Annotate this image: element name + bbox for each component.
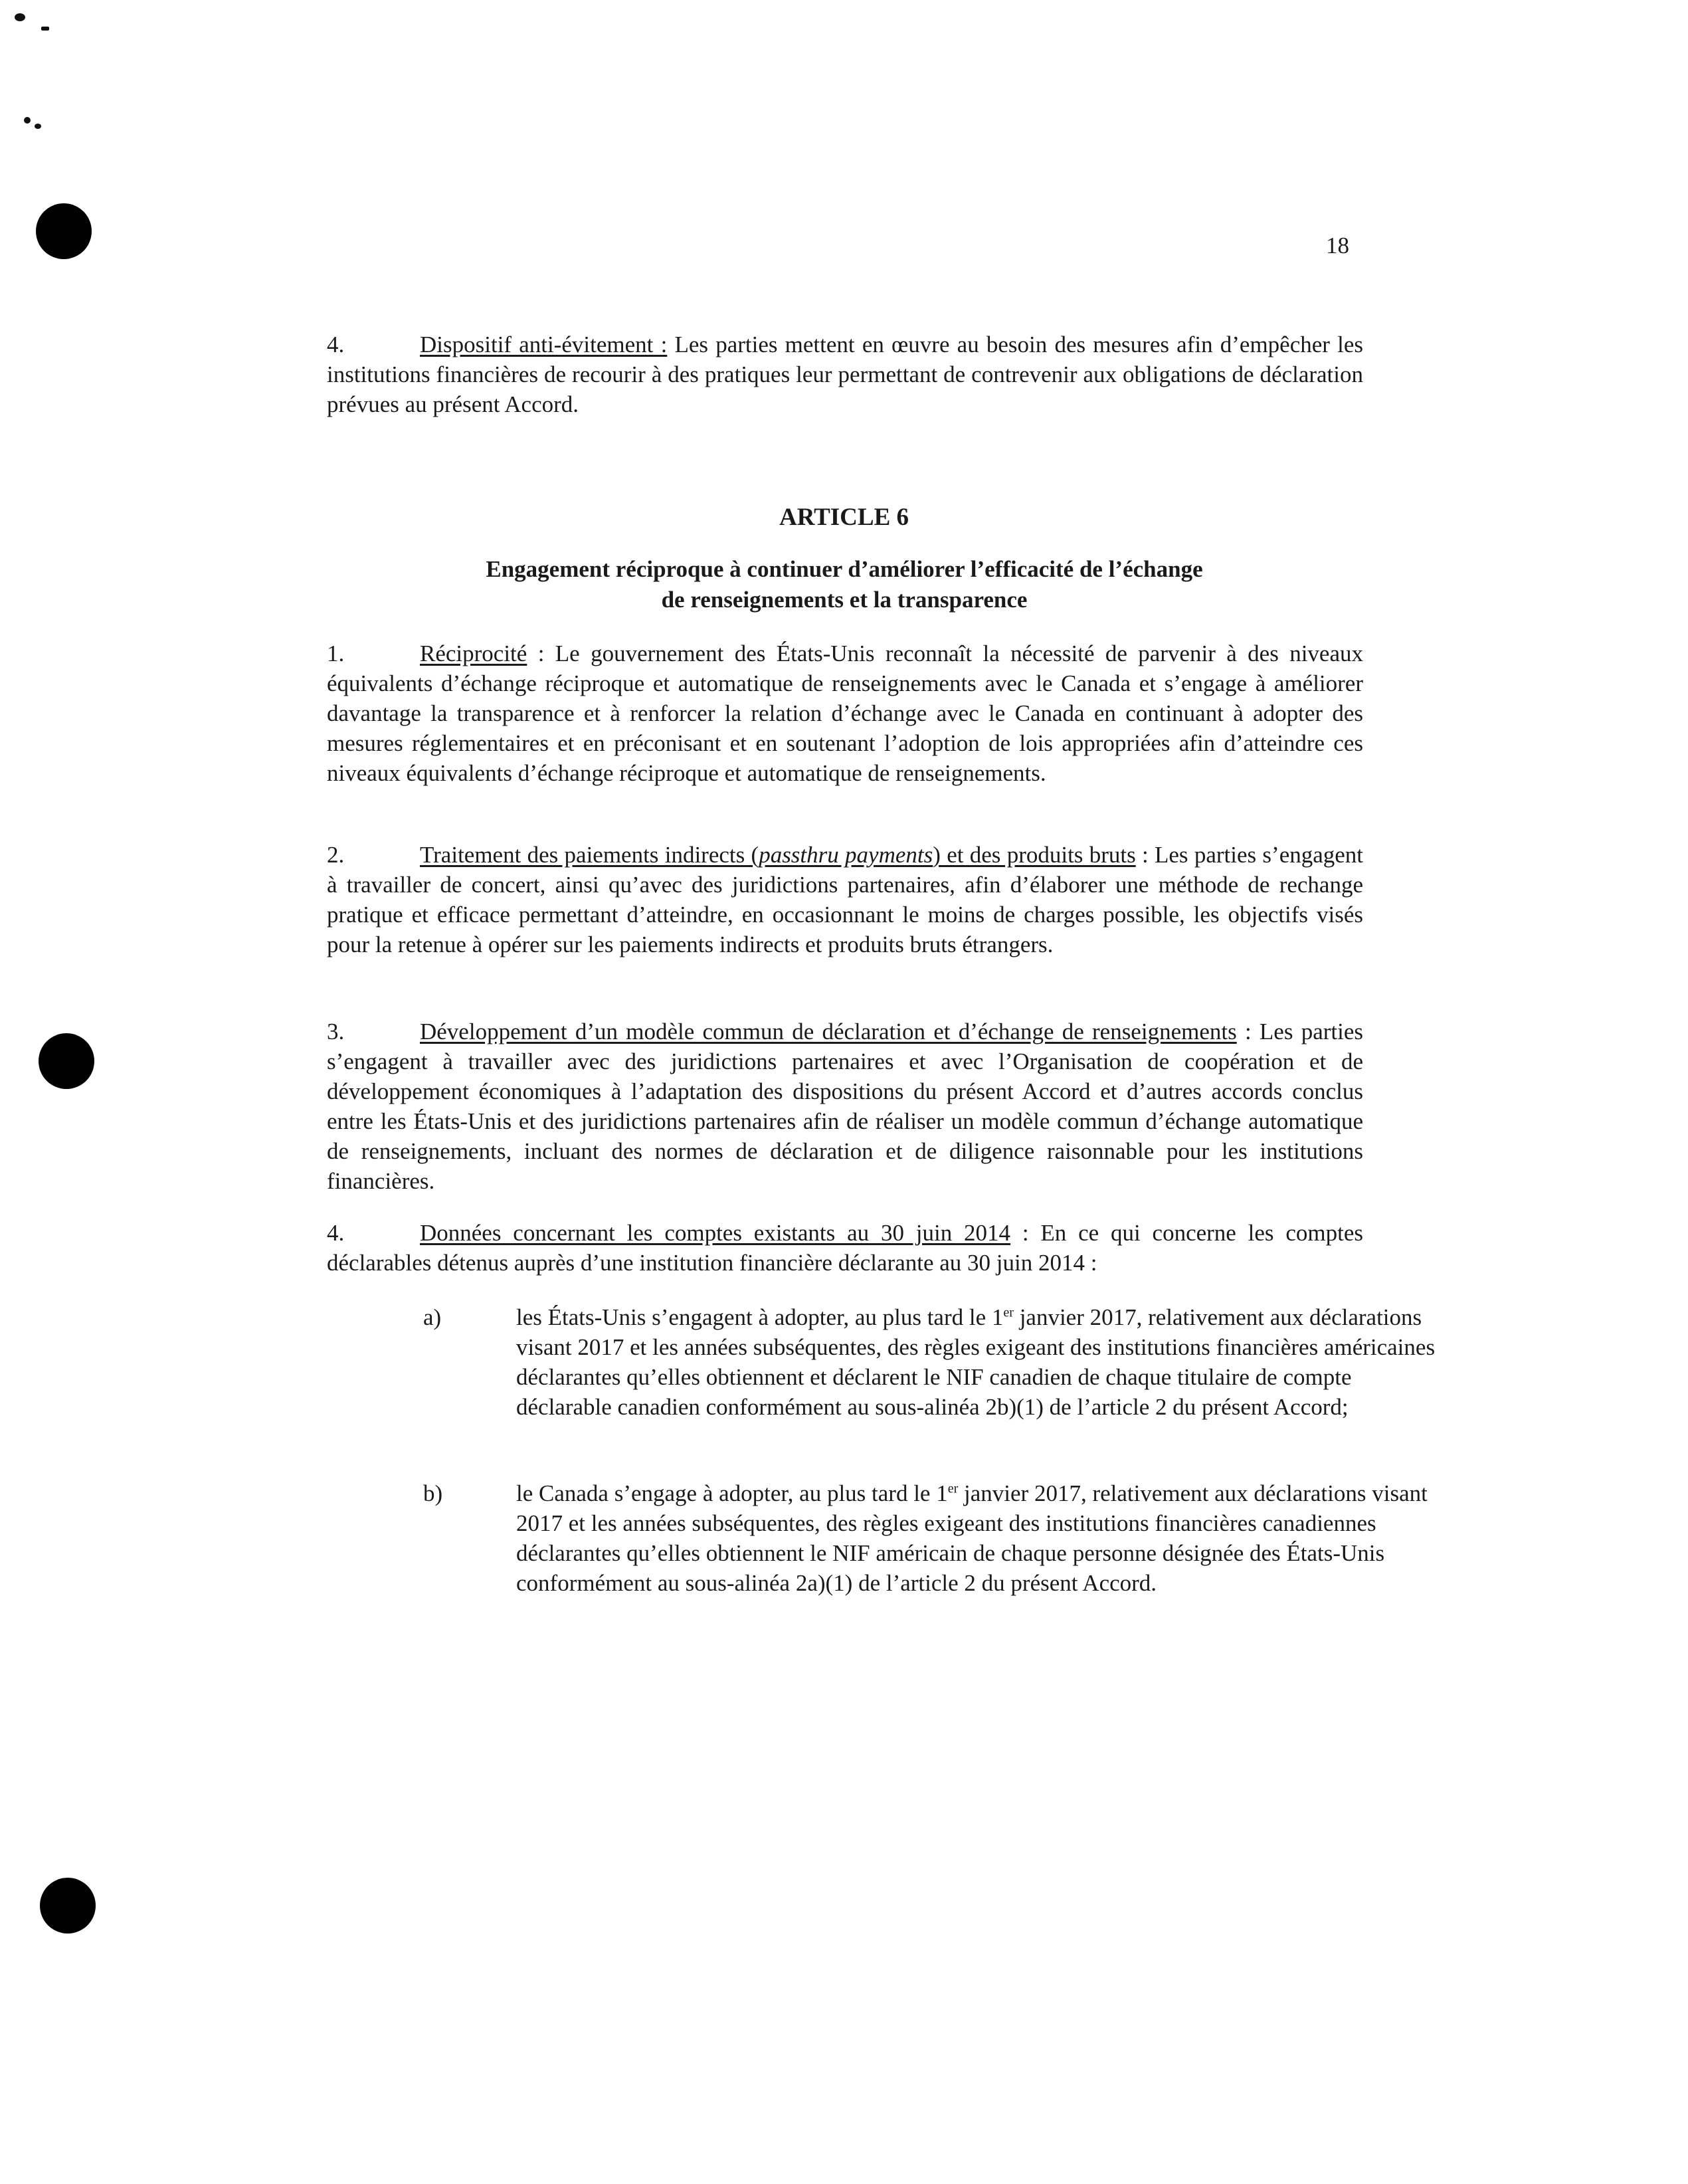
page-number: 18 (1326, 233, 1349, 258)
punch-hole (36, 203, 92, 259)
punch-hole (40, 1878, 96, 1934)
paragraph-number: 1. (327, 641, 345, 666)
paragraph-passthru-payments (327, 840, 1363, 959)
sub-item-label: a) (423, 1304, 442, 1330)
paragraph-heading (420, 842, 1136, 868)
article-title (332, 554, 1357, 615)
paragraph-text: : En ce qui concerne les comptes déclarables détenus auprès d’une institution financière déclarante au 30 juin 2014 : (327, 1220, 1364, 1276)
sub-item-text (516, 1478, 1446, 1598)
paragraph-number: 4. (327, 1220, 345, 1246)
paragraph-reciprocity (327, 639, 1363, 788)
ordinal-superscript: er (947, 1481, 959, 1496)
paragraph-heading: Réciprocité (420, 641, 527, 666)
paragraph-number: 4. (327, 332, 345, 357)
paragraph-anti-avoidance (327, 330, 1363, 419)
paragraph-number: 3. (327, 1019, 345, 1044)
scan-speck (15, 13, 25, 21)
paragraph-text: Les parties mettent en œuvre au besoin des mesures afin d’empêcher les institutions financières de recourir à des pratiques leur permettant de contrevenir aux obligations de déclaration prévues au présent Accord. (327, 332, 1363, 417)
paragraph-text: : Les parties s’engagent à travailler avec des juridictions partenaires et avec l’Organisation de coopération et de développement économiques à l’adaptation des dispositions du présent Accord et d’autres accords conclus entre les États-Unis et des juridictions partenaires afin de réaliser un modèle commun d’échange automatique de renseignements, incluant des normes de déclaration et de diligence raisonnable pour les institutions financières. (327, 1019, 1363, 1194)
sub-item-text (516, 1302, 1446, 1422)
paragraph-heading: Données concernant les comptes existants au 30 juin 2014 (420, 1220, 1011, 1246)
scan-speck (35, 124, 41, 129)
article-title-line: de renseignements et la transparence (661, 587, 1028, 613)
ordinal-superscript: er (1003, 1305, 1014, 1320)
paragraph-heading: Développement d’un modèle commun de déclaration et d’échange de renseignements (420, 1019, 1237, 1044)
sub-item-text-part: janvier 2017, relativement aux déclarations visant 2017 et les années subséquentes, des règles exigeant des institutions financières canadiennes déclarantes qu’elles obtiennent le NIF américain de chaque personne désignée des États-Unis conformément au sous-alinéa 2a)(1) de l’article 2 du présent Accord. (516, 1480, 1428, 1596)
sub-item-text-part: les États-Unis s’engagent à adopter, au plus tard le 1 (516, 1304, 1004, 1330)
sub-item-text-part: janvier 2017, relativement aux déclarations visant 2017 et les années subséquentes, des règles exigeant des institutions financières américaines déclarantes qu’elles obtiennent et déclarent le NIF canadien de chaque titulaire de compte déclarable canadien conformément au sous-alinéa 2b)(1) de l’article 2 du présent Accord; (516, 1304, 1436, 1420)
heading-part: Traitement des paiements indirects ( (420, 842, 759, 868)
article-heading: ARTICLE 6 (779, 504, 909, 531)
heading-italic-term: passthru payments (759, 842, 933, 868)
punch-hole (39, 1033, 94, 1089)
paragraph-heading: Dispositif anti-évitement : (420, 332, 668, 357)
paragraph-text: : Les parties s’engagent à travailler de concert, ainsi qu’avec des juridictions partenaires, afin d’élaborer une méthode de rechange pratique et efficace permettant d’atteindre, en occasionnant le moins de charges possible, les objectifs visés pour la retenue à opérer sur les paiements indirects et produits bruts étrangers. (327, 842, 1364, 957)
paragraph-number: 2. (327, 842, 345, 868)
sub-item-label: b) (423, 1480, 443, 1506)
paragraph-existing-accounts (327, 1218, 1363, 1278)
article-title-line: Engagement réciproque à continuer d’améliorer l’efficacité de l’échange (486, 556, 1203, 582)
paragraph-text: : Le gouvernement des États-Unis reconnaît la nécessité de parvenir à des niveaux équivalents d’échange réciproque et automatique de renseignements avec le Canada et s’engage à améliorer davantage la transparence et à renforcer la relation d’échange avec le Canada en continuant à adopter des mesures réglementaires et en préconisant et en soutenant l’adoption de lois appropriées afin d’atteindre ces niveaux équivalents d’échange réciproque et automatique de renseignements. (327, 641, 1363, 786)
paragraph-common-model (327, 1017, 1363, 1196)
heading-part: ) et des produits bruts (933, 842, 1136, 868)
scan-speck (24, 117, 31, 124)
sub-item-text-part: le Canada s’engage à adopter, au plus tard le 1 (516, 1480, 948, 1506)
scan-speck (41, 27, 49, 31)
